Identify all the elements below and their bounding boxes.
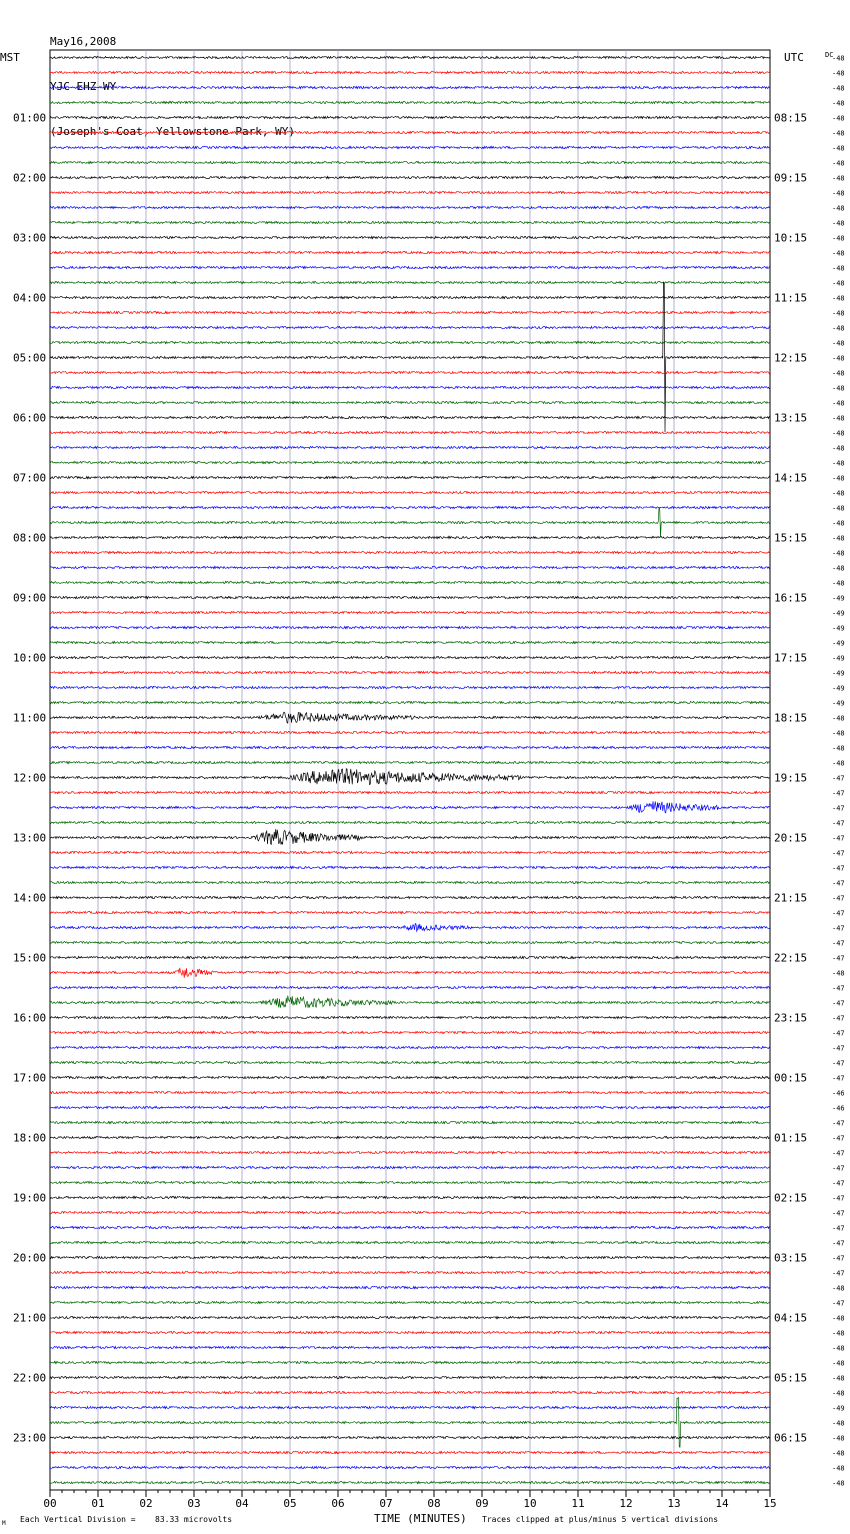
trace-row	[50, 1361, 770, 1363]
trace-row	[50, 206, 770, 208]
dc-offset-label: -48	[832, 264, 845, 273]
x-tick-label: 14	[715, 1497, 729, 1510]
utc-hour-label: 08:15	[774, 111, 808, 125]
trace-row	[50, 1076, 770, 1078]
trace-row	[50, 1316, 770, 1318]
trace-row	[50, 731, 770, 733]
dc-offset-label: -49	[832, 609, 845, 618]
trace-row	[50, 1391, 770, 1393]
trace-row	[50, 266, 770, 268]
trace-row	[50, 1256, 770, 1258]
dc-offset-label: -48	[832, 234, 845, 243]
header-location: (Joseph's Coat, Yellowstone Park, WY)	[50, 125, 296, 138]
trace-row	[50, 1046, 770, 1048]
dc-offset-label: -48	[832, 579, 845, 588]
mst-hour-label: 23:00	[13, 1431, 47, 1445]
dc-offset-label: -47	[832, 1149, 845, 1158]
dc-offset-label: -48	[832, 1344, 845, 1353]
dc-offset-label: -48	[832, 1434, 845, 1443]
dc-offset-label: -48	[832, 369, 845, 378]
trace-row	[50, 829, 770, 845]
trace-row	[50, 596, 770, 598]
mst-hour-label: 09:00	[13, 591, 47, 605]
dc-offset-label: -48	[832, 159, 845, 168]
dc-offset-label: -47	[832, 939, 845, 948]
x-tick-label: 06	[331, 1497, 345, 1510]
dc-offset-label: -47	[832, 819, 845, 828]
trace-row	[50, 1286, 770, 1288]
dc-offset-label: -48	[832, 1389, 845, 1398]
utc-hour-label: 13:15	[774, 411, 808, 425]
trace-row	[50, 326, 770, 328]
mst-hour-label: 13:00	[13, 831, 47, 845]
trace-row	[50, 761, 770, 763]
trace-row	[50, 161, 770, 163]
utc-labels	[774, 112, 807, 1445]
utc-hour-label: 21:15	[774, 891, 808, 905]
mst-hour-label: 11:00	[13, 711, 47, 725]
trace-row	[50, 656, 770, 658]
header-station: YJC EHZ WY	[50, 80, 117, 93]
mst-hour-label: 02:00	[13, 171, 47, 185]
trace-row	[50, 1466, 770, 1468]
trace-row	[50, 1271, 770, 1273]
trace-row	[50, 1121, 770, 1123]
trace-row	[50, 191, 770, 193]
dc-offset-label: -47	[832, 999, 845, 1008]
trace-row	[50, 536, 770, 538]
dc-offset-label: -48	[832, 549, 845, 558]
trace-row	[50, 1346, 770, 1348]
x-tick-label: 09	[475, 1497, 489, 1510]
dc-offset-label: -48	[832, 129, 845, 138]
dc-offset-label: -48	[832, 114, 845, 123]
dc-offset-label: -49	[832, 594, 845, 603]
mst-hour-label: 10:00	[13, 651, 47, 665]
dc-offset-label: -47	[832, 1224, 845, 1233]
trace-row	[50, 896, 770, 898]
mst-hour-label: 14:00	[13, 891, 47, 905]
mst-hour-label: 01:00	[13, 111, 47, 125]
dc-offset-label: -48	[832, 354, 845, 363]
dc-offset-label: -47	[832, 984, 845, 993]
mst-hour-label: 03:00	[13, 231, 47, 245]
dc-offset-label: -48	[832, 519, 845, 528]
trace-row	[50, 996, 770, 1008]
utc-hour-label: 12:15	[774, 351, 808, 365]
x-axis-title: TIME (MINUTES)	[374, 1512, 467, 1525]
utc-hour-label: 17:15	[774, 651, 808, 665]
dc-offset-label: -49	[832, 654, 845, 663]
dc-offset-label: -47	[832, 1179, 845, 1188]
trace-row	[50, 851, 770, 853]
dc-offset-label: -48	[832, 384, 845, 393]
trace-row	[50, 1451, 770, 1453]
trace-row	[50, 551, 770, 553]
dc-axis-label: DC	[825, 51, 834, 59]
dc-offset-label: -49	[832, 669, 845, 678]
trace-row	[50, 1301, 770, 1303]
dc-offset-label: -49	[832, 684, 845, 693]
dc-offset-label: -48	[832, 294, 845, 303]
trace-row	[50, 1031, 770, 1033]
trace-row	[50, 1436, 770, 1438]
trace-row	[50, 1091, 770, 1093]
dc-offset-label: -48	[832, 99, 845, 108]
dc-offset-label: -47	[832, 879, 845, 888]
header-date: May16,2008	[50, 35, 117, 48]
dc-offset-label: -47	[832, 774, 845, 783]
dc-offset-labels	[832, 55, 845, 1488]
trace-row	[50, 341, 770, 343]
utc-hour-label: 02:15	[774, 1191, 808, 1205]
dc-offset-label: -47	[832, 894, 845, 903]
trace-row	[50, 386, 770, 388]
trace-row	[50, 881, 770, 883]
dc-offset-label: -48	[832, 84, 845, 93]
dc-offset-label: -48	[832, 969, 845, 978]
trace-row	[50, 371, 770, 373]
trace-rows	[50, 56, 770, 1483]
utc-hour-label: 11:15	[774, 291, 808, 305]
trace-row	[50, 1106, 770, 1108]
mst-hour-label: 04:00	[13, 291, 47, 305]
trace-row	[50, 611, 770, 613]
dc-offset-label: -48	[832, 279, 845, 288]
x-tick-label: 04	[235, 1497, 249, 1510]
mst-hour-label: 07:00	[13, 471, 47, 485]
trace-row	[50, 1331, 770, 1333]
dc-offset-label: -47	[832, 909, 845, 918]
utc-hour-label: 22:15	[774, 951, 808, 965]
x-tick-label: 13	[667, 1497, 681, 1510]
trace-row	[50, 131, 770, 133]
dc-offset-label: -48	[832, 1284, 845, 1293]
dc-offset-label: -47	[832, 804, 845, 813]
trace-row	[50, 671, 770, 673]
dc-offset-label: -47	[832, 1044, 845, 1053]
trace-row	[50, 566, 770, 568]
mst-axis-label: MST	[0, 51, 20, 64]
x-tick-label: 10	[523, 1497, 537, 1510]
trace-row	[50, 1376, 770, 1378]
mst-hour-label: 05:00	[13, 351, 47, 365]
trace-row	[50, 986, 770, 988]
x-tick-label: 11	[571, 1497, 585, 1510]
dc-offset-label: -48	[832, 429, 845, 438]
corner-mark: M	[2, 1520, 6, 1527]
dc-offset-label: -48	[832, 759, 845, 768]
trace-row	[50, 1398, 770, 1448]
dc-offset-label: -48	[832, 399, 845, 408]
dc-offset-label: -48	[832, 414, 845, 423]
dc-offset-label: -47	[832, 954, 845, 963]
trace-row	[50, 791, 770, 793]
trace-row	[50, 446, 770, 448]
dc-offset-label: -49	[832, 699, 845, 708]
dc-offset-label: -48	[832, 309, 845, 318]
dc-offset-label: -49	[832, 624, 845, 633]
utc-hour-label: 06:15	[774, 1431, 808, 1445]
trace-row	[50, 71, 770, 73]
x-tick-label: 05	[283, 1497, 297, 1510]
dc-offset-label: -49	[832, 639, 845, 648]
trace-row	[50, 712, 770, 723]
division-value: 83.33 microvolts	[155, 1515, 233, 1524]
trace-row	[50, 506, 770, 508]
mst-hour-label: 20:00	[13, 1251, 47, 1265]
trace-row	[50, 1241, 770, 1243]
x-tick-label: 01	[91, 1497, 105, 1510]
dc-offset-label: -48	[832, 189, 845, 198]
division-label: Each Vertical Division =	[20, 1515, 136, 1524]
dc-offset-label: -47	[832, 1239, 845, 1248]
trace-row	[50, 1481, 770, 1483]
trace-row	[50, 296, 770, 298]
trace-row	[50, 251, 770, 253]
utc-hour-label: 15:15	[774, 531, 808, 545]
x-tick-label: 07	[379, 1497, 393, 1510]
mst-hour-label: 19:00	[13, 1191, 47, 1205]
mst-hour-label: 17:00	[13, 1071, 47, 1085]
utc-hour-label: 19:15	[774, 771, 808, 785]
dc-offset-label: -47	[832, 924, 845, 933]
trace-row	[50, 416, 770, 418]
dc-offset-label: -47	[832, 1029, 845, 1038]
dc-offset-label: -48	[832, 1374, 845, 1383]
dc-offset-label: -48	[832, 174, 845, 183]
dc-offset-label: -47	[832, 849, 845, 858]
trace-row	[50, 86, 770, 88]
mst-hour-label: 15:00	[13, 951, 47, 965]
mst-hour-label: 08:00	[13, 531, 47, 545]
utc-hour-label: 16:15	[774, 591, 808, 605]
dc-offset-label: -47	[832, 864, 845, 873]
dc-offset-label: -47	[832, 1209, 845, 1218]
dc-offset-label: -47	[832, 1014, 845, 1023]
trace-row	[50, 956, 770, 958]
dc-offset-label: -48	[832, 714, 845, 723]
trace-row	[50, 941, 770, 943]
dc-offset-label: -48	[832, 1464, 845, 1473]
trace-row	[50, 801, 770, 813]
trace-row	[50, 461, 770, 463]
dc-offset-label: -48	[832, 1359, 845, 1368]
trace-row	[50, 626, 770, 628]
dc-offset-label: -48	[832, 504, 845, 513]
trace-row	[50, 866, 770, 868]
dc-offset-label: -47	[832, 834, 845, 843]
dc-offset-label: -49	[832, 1404, 845, 1413]
dc-offset-label: -48	[832, 489, 845, 498]
utc-hour-label: 05:15	[774, 1371, 808, 1385]
dc-offset-label: -47	[832, 789, 845, 798]
mst-labels	[13, 112, 46, 1445]
mst-hour-label: 12:00	[13, 771, 47, 785]
utc-hour-label: 23:15	[774, 1011, 808, 1025]
trace-row	[50, 1226, 770, 1228]
trace-row	[50, 1016, 770, 1018]
dc-offset-label: -47	[832, 1134, 845, 1143]
trace-row	[50, 641, 770, 643]
dc-offset-label: -48	[832, 564, 845, 573]
trace-row	[50, 146, 770, 148]
trace-row	[50, 581, 770, 583]
trace-row	[50, 176, 770, 178]
dc-offset-label: -48	[832, 474, 845, 483]
x-tick-label: 08	[427, 1497, 441, 1510]
dc-offset-label: -48	[832, 144, 845, 153]
trace-row	[50, 1061, 770, 1063]
utc-hour-label: 20:15	[774, 831, 808, 845]
dc-offset-label: -48	[832, 534, 845, 543]
dc-offset-label: -48	[832, 1314, 845, 1323]
trace-row	[50, 401, 770, 403]
trace-row	[50, 769, 770, 785]
trace-row	[50, 508, 770, 537]
utc-hour-label: 03:15	[774, 1251, 808, 1265]
dc-offset-label: -48	[832, 444, 845, 453]
utc-hour-label: 01:15	[774, 1131, 808, 1145]
trace-row	[50, 1406, 770, 1408]
trace-row	[50, 116, 770, 118]
trace-row	[50, 1136, 770, 1138]
dc-offset-label: -48	[832, 69, 845, 78]
dc-offset-label: -48	[832, 1419, 845, 1428]
dc-offset-label: -48	[832, 54, 845, 63]
trace-row	[50, 924, 770, 932]
dc-offset-label: -48	[832, 1329, 845, 1338]
mst-hour-label: 16:00	[13, 1011, 47, 1025]
dc-offset-label: -47	[832, 1059, 845, 1068]
trace-row	[50, 221, 770, 223]
plot-frame	[50, 50, 770, 1490]
dc-offset-label: -47	[832, 1164, 845, 1173]
x-axis-ticks	[43, 1490, 776, 1510]
dc-offset-label: -46	[832, 1104, 845, 1113]
dc-offset-label: -48	[832, 204, 845, 213]
dc-offset-label: -47	[832, 1269, 845, 1278]
utc-axis-label: UTC	[784, 51, 804, 64]
trace-row	[50, 1151, 770, 1153]
trace-row	[50, 282, 770, 432]
dc-offset-label: -48	[832, 744, 845, 753]
trace-row	[50, 1181, 770, 1183]
mst-hour-label: 21:00	[13, 1311, 47, 1325]
dc-offset-label: -46	[832, 1089, 845, 1098]
clip-note: Traces clipped at plus/minus 5 vertical divisions	[482, 1515, 719, 1524]
mst-hour-label: 18:00	[13, 1131, 47, 1145]
dc-offset-label: -48	[832, 249, 845, 258]
dc-offset-label: -48	[832, 459, 845, 468]
x-tick-label: 12	[619, 1497, 633, 1510]
utc-hour-label: 14:15	[774, 471, 808, 485]
trace-row	[50, 746, 770, 748]
utc-hour-label: 04:15	[774, 1311, 808, 1325]
trace-row	[50, 686, 770, 688]
trace-row	[50, 101, 770, 103]
utc-hour-label: 10:15	[774, 231, 808, 245]
utc-hour-label: 18:15	[774, 711, 808, 725]
trace-row	[50, 1211, 770, 1213]
dc-offset-label: -48	[832, 1479, 845, 1488]
dc-offset-label: -47	[832, 1254, 845, 1263]
dc-offset-label: -48	[832, 219, 845, 228]
trace-row	[50, 911, 770, 913]
trace-row	[50, 56, 770, 58]
mst-hour-label: 22:00	[13, 1371, 47, 1385]
trace-row	[50, 1166, 770, 1168]
trace-row	[50, 281, 770, 283]
x-tick-label: 03	[187, 1497, 201, 1510]
x-tick-label: 02	[139, 1497, 153, 1510]
trace-row	[50, 968, 770, 978]
x-tick-label: 00	[43, 1497, 57, 1510]
dc-offset-label: -48	[832, 729, 845, 738]
dc-offset-label: -47	[832, 1119, 845, 1128]
mst-hour-label: 06:00	[13, 411, 47, 425]
trace-row	[50, 311, 770, 313]
utc-hour-label: 09:15	[774, 171, 808, 185]
grid-lines	[98, 50, 722, 1490]
utc-hour-label: 00:15	[774, 1071, 808, 1085]
dc-offset-label: -48	[832, 324, 845, 333]
dc-offset-label: -47	[832, 1299, 845, 1308]
trace-row	[50, 476, 770, 478]
dc-offset-label: -47	[832, 1194, 845, 1203]
dc-offset-label: -47	[832, 1074, 845, 1083]
trace-row	[50, 491, 770, 493]
dc-offset-label: -48	[832, 339, 845, 348]
dc-offset-label: -48	[832, 1449, 845, 1458]
trace-row	[50, 701, 770, 703]
trace-row	[50, 821, 770, 823]
trace-row	[50, 1196, 770, 1198]
x-tick-label: 15	[763, 1497, 777, 1510]
trace-row	[50, 431, 770, 433]
trace-row	[50, 236, 770, 238]
